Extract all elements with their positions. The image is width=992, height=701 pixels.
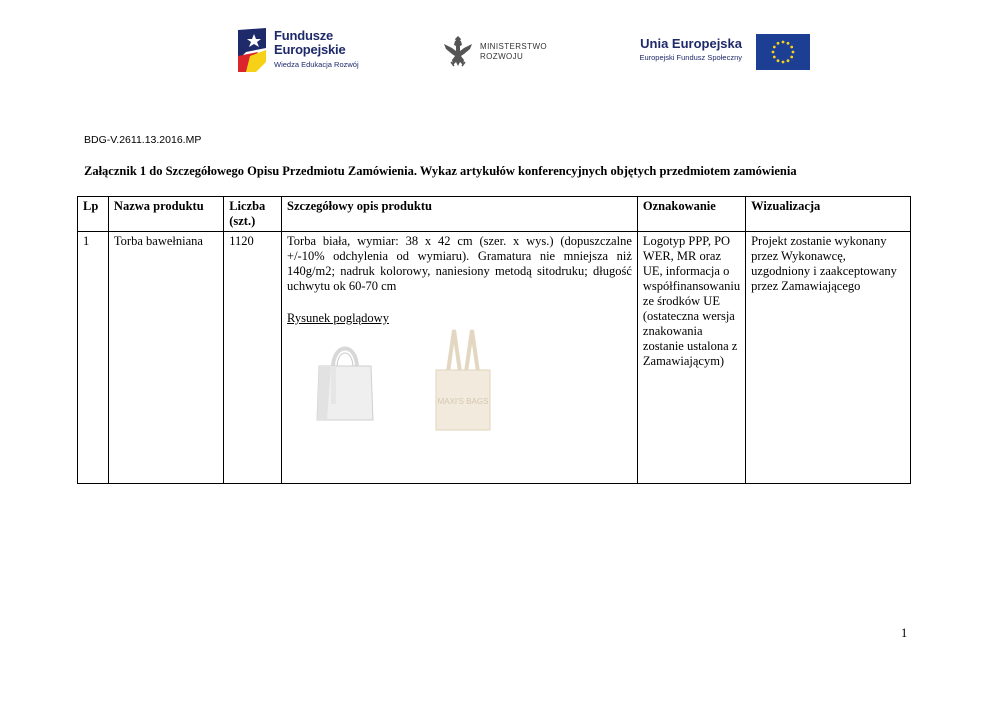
header-qty-line1: Liczba [229,199,266,213]
mr-logo-line1: MINISTERSTWO [480,42,548,51]
header-qty-line2: (szt.) [229,214,256,228]
white-tote-bag-image [313,338,377,426]
table-row [78,232,911,484]
ue-logo-line1: Unia Europejska [640,36,742,51]
cell-vis: Projekt zostanie wykonany przez Wykonawcę, uzgodniony i zaakceptowany przez Zamawiającego [746,232,911,484]
unia-europejska-logo [628,34,810,74]
mr-logo-line2: ROZWOJU [480,52,524,61]
header-mark: Oznakowanie [637,197,745,232]
cell-desc [282,232,638,484]
ministerstwo-rozwoju-logo [442,32,562,72]
logo-bar [0,26,992,78]
eu-flag-icon [756,34,810,70]
document-heading [84,164,797,179]
heading-part1: Załącznik 1 do Szczegółowego Opisu Przedmiotu Zamówienia [84,164,414,178]
header-desc: Szczegółowy opis produktu [282,197,638,232]
cell-name: Torba bawełniana [108,232,223,484]
document-reference: BDG-V.2611.13.2016.MP [84,134,202,146]
header-qty [224,197,282,232]
product-description: Torba biała, wymiar: 38 x 42 cm (szer. x wys.) (dopuszczalne +/-10% odchylenia od wymiaru). Gramatura nie mniejsza niż 140g/m2; nadruk kolorowy, naniesiony metodą sitodruku; długość uchwytu ok 60-70 cm [287,234,632,293]
product-table [77,196,911,484]
cell-mark: Logotyp PPP, PO WER, MR oraz UE, informacja o współfinansowaniu ze środków UE (ostateczna wersja znakowania zostanie ustalona z Zamawiającym) [637,232,745,484]
header-vis: Wizualizacja [746,197,911,232]
ue-logo-line2: Europejski Fundusz Społeczny [639,53,742,62]
bag-illustrations [287,328,632,438]
fe-logo-line2: Europejskie [274,42,346,57]
cell-qty: 1120 [224,232,282,484]
eu-funds-flag-icon [236,26,270,74]
fe-logo-line1: Fundusze [274,28,334,43]
cell-lp: 1 [78,232,109,484]
polish-eagle-icon [442,32,474,70]
header-lp: Lp [78,197,109,232]
header-name: Nazwa produktu [108,197,223,232]
heading-part2: . Wykaz artykułów konferencyjnych objętych przedmiotem zamówienia [413,164,797,178]
natural-tote-bag-image [432,328,494,432]
fundusze-europejskie-logo [236,26,376,76]
table-header-row [78,197,911,232]
fe-logo-line3: Wiedza Edukacja Rozwój [274,60,359,69]
page-number: 1 [901,626,908,640]
bag-watermark: MAXI'S BAGS [437,397,489,406]
sketch-label: Rysunek poglądowy [287,311,389,325]
